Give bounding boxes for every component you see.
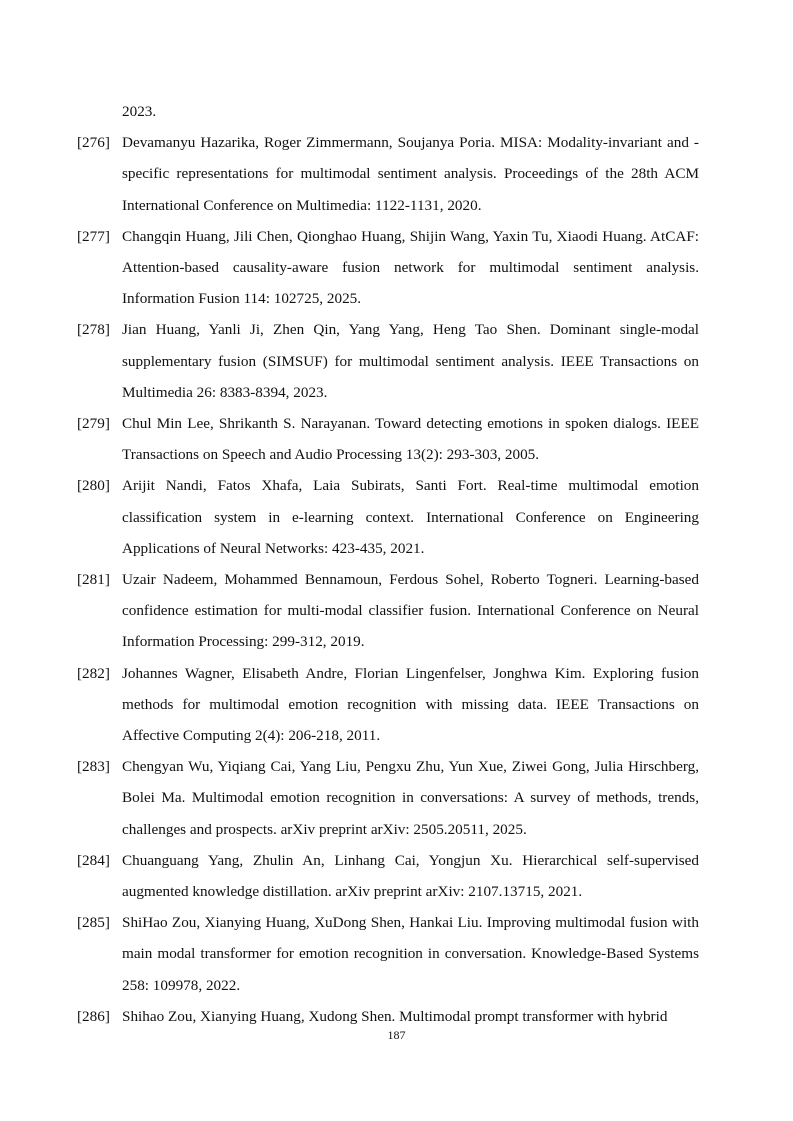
reference-entry-283 (77, 751, 699, 845)
reference-entry-276 (77, 127, 699, 221)
reference-number: [276] (77, 134, 110, 152)
reference-number: [279] (77, 415, 110, 433)
reference-number: [285] (77, 914, 110, 932)
reference-text: Chuanguang Yang, Zhulin An, Linhang Cai, Yongjun Xu. Hierarchical self-supervised augmented knowledge distillation. arXiv preprint arXiv: 2107.13715, 2021. (122, 851, 699, 901)
reference-entry-277 (77, 221, 699, 315)
reference-entry-285 (77, 907, 699, 1001)
reference-entry-280 (77, 470, 699, 564)
reference-text: Chengyan Wu, Yiqiang Cai, Yang Liu, Pengxu Zhu, Yun Xue, Ziwei Gong, Julia Hirschberg, Bolei Ma. Multimodal emotion recognition in conversations: A survey of methods, trends, challenges and prospects. arXiv preprint arXiv: 2505.20511, 2025. (122, 758, 699, 838)
reference-entry-281 (77, 564, 699, 658)
reference-number: [277] (77, 227, 110, 245)
reference-text: Jian Huang, Yanli Ji, Zhen Qin, Yang Yang, Heng Tao Shen. Dominant single-modal supplementary fusion (SIMSUF) for multimodal sentiment analysis. IEEE Transactions on Multimedia 26: 8383-8394, 2023. (122, 321, 699, 401)
reference-number: [282] (77, 664, 110, 682)
reference-text: Uzair Nadeem, Mohammed Bennamoun, Ferdous Sohel, Roberto Togneri. Learning-based confidence estimation for multi-modal classifier fusion. International Conference on Neural Information Processing: 299-312, 2019. (122, 571, 699, 651)
reference-text: Arijit Nandi, Fatos Xhafa, Laia Subirats, Santi Fort. Real-time multimodal emotion classification system in e-learning context. International Conference on Engineering Applications of Neural Networks: 423-435, 2021. (122, 477, 699, 557)
reference-entry-278 (77, 314, 699, 408)
reference-text: Johannes Wagner, Elisabeth Andre, Florian Lingenfelser, Jonghwa Kim. Exploring fusion methods for multimodal emotion recognition with missing data. IEEE Transactions on Affective Computing 2(4): 206-218, 2011. (122, 664, 699, 745)
reference-text: Shihao Zou, Xianying Huang, Xudong Shen. Multimodal prompt transformer with hybrid (122, 1007, 668, 1025)
reference-text: ShiHao Zou, Xianying Huang, XuDong Shen, Hankai Liu. Improving multimodal fusion with main modal transformer for emotion recognition in conversation. Knowledge-Based Systems 258: 109978, 2022. (122, 914, 699, 994)
reference-number: [283] (77, 758, 110, 776)
reference-entry-284 (77, 845, 699, 907)
reference-number: [281] (77, 571, 110, 589)
reference-entry-279 (77, 408, 699, 470)
reference-text: Changqin Huang, Jili Chen, Qionghao Huang, Shijin Wang, Yaxin Tu, Xiaodi Huang. AtCAF: Attention-based causality-aware fusion network for multimodal sentiment analysis. Information Fusion 114: 102725, 2025. (122, 227, 699, 308)
page-number: 187 (387, 1028, 406, 1042)
reference-number: [280] (77, 477, 110, 495)
reference-continuation-text: 2023. (122, 103, 157, 120)
reference-text: Chul Min Lee, Shrikanth S. Narayanan. Toward detecting emotions in spoken dialogs. IEEE Transactions on Speech and Audio Processing 13(2): 293-303, 2005. (122, 415, 699, 464)
reference-list (77, 96, 699, 1032)
reference-number: [286] (77, 1007, 110, 1025)
reference-text: Devamanyu Hazarika, Roger Zimmermann, Soujanya Poria. MISA: Modality-invariant and -specific representations for multimodal sentiment analysis. Proceedings of the 28th ACM International Conference on Multimedia: 1122-1131, 2020. (122, 134, 699, 214)
reference-number: [284] (77, 851, 110, 869)
reference-entry-282 (77, 658, 699, 752)
reference-continuation (77, 96, 699, 127)
reference-number: [278] (77, 321, 110, 339)
